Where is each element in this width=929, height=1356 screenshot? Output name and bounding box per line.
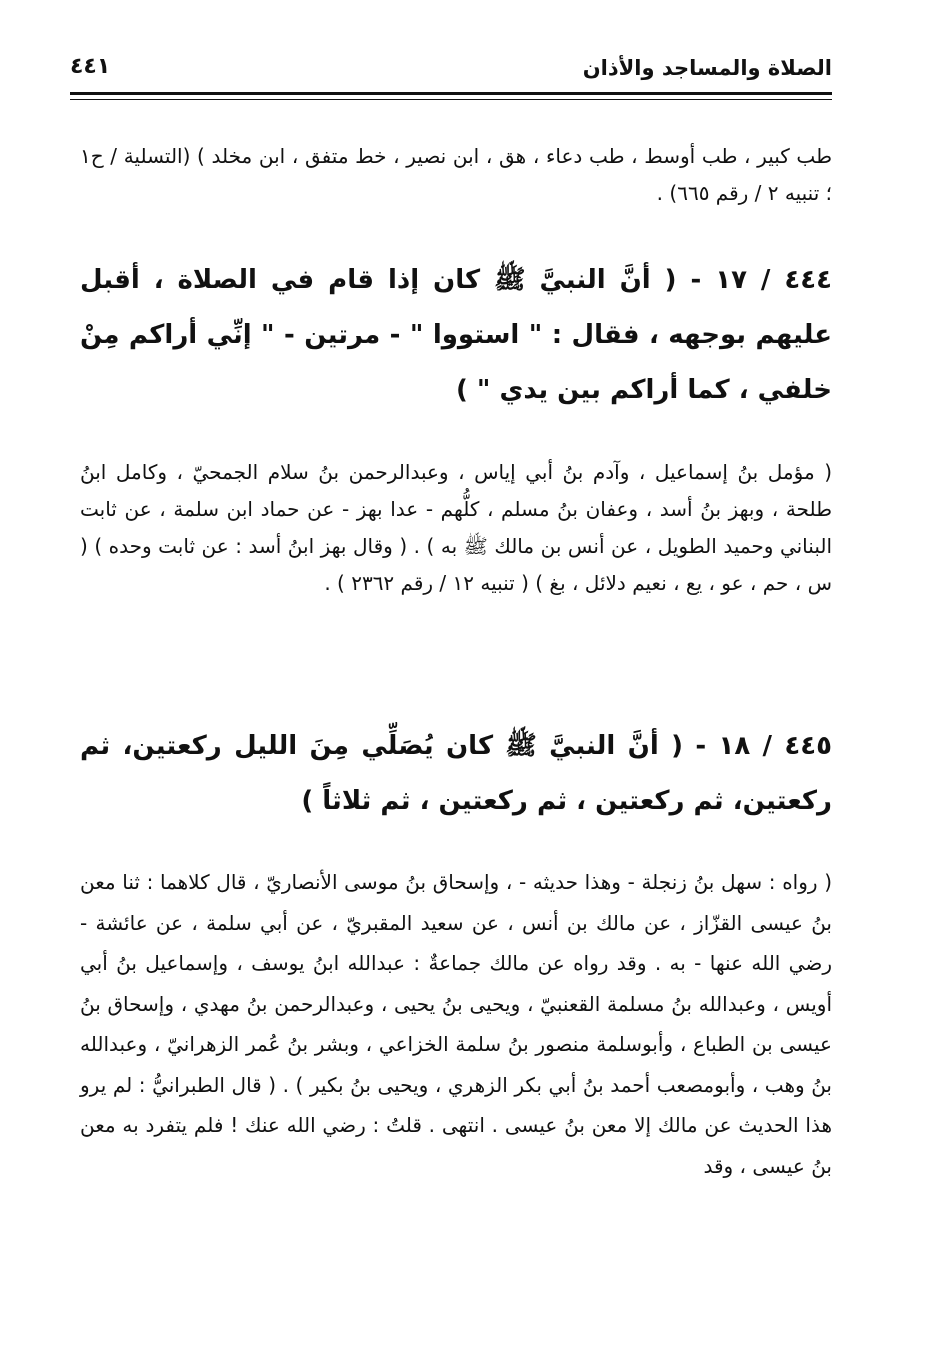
- page-header: [70, 52, 832, 88]
- takhrij-444: ( مؤمل بنُ إسماعيل ، وآدم بنُ أبي إياس ، وعبدالرحمن بنُ سلام الجمحيّ ، وكامل ابنُ طلحة ، وبهز بنُ أسد ، وعفان بنُ مسلم ، كلُّهم - عدا بهز - عن حماد ابن سلمة ، عن ثابت البناني وحميد الطويل ، عن أنس بن مالك ﷺ به ) . ( وقال بهز ابنُ أسد : عن ثابت وحده ) ( س ، حم ، عو ، يع ، نعيم دلائل ، بغ ) ( تنبيه ١٢ / رقم ٢٣٦٢ ) .: [80, 460, 832, 595]
- running-title: الصلاة والمساجد والأذان: [582, 56, 832, 80]
- page-number: ٤٤١: [70, 54, 111, 79]
- header-rule-thin: [70, 99, 832, 100]
- footnote-continuation: طب كبير ، طب أوسط ، طب دعاء ، هق ، ابن نصير ، خط متفق ، ابن مخلد ) (التسلية / ح١ ؛ تنبيه ٢ / رقم ٦٦٥) .: [80, 144, 832, 205]
- hadith-445: ٤٤٥ / ١٨ - ( أنَّ النبيَّ ﷺ كان يُصَلِّي مِنَ الليل ركعتين، ثم ركعتين، ثم ركعتين ، ثم ركعتين ، ثم ثلاثاً ): [80, 731, 832, 816]
- header-rule-thick: [70, 92, 832, 95]
- takhrij-445: ( رواه : سهل بنُ زنجلة - وهذا حديثه - ، وإسحاق بنُ موسى الأنصاريّ ، قال كلاهما : ثنا معن بنُ عيسى القزّاز ، عن مالك بن أنس ، عن سعيد المقبريّ ، عن أبي سلمة ، عن عائشة - رضي الله عنها - به . وقد رواه عن مالك جماعةٌ : عبدالله ابنُ يوسف ، وإسماعيل بنُ أبي أويس ، وعبدالله بنُ مسلمة القعنبيّ ، ويحيى بنُ يحيى ، وعبدالرحمن بنُ مهدي ، وإسحاق بنُ عيسى بن الطباع ، وأبوسلمة منصور بنُ سلمة الخزاعي ، وبشر بنُ عُمر الزهرانيّ ، وعبدالله بنُ وهب ، وأبومصعب أحمد بنُ أبي بكر الزهري ، ويحيى بنُ بكير ) . ( قال الطبرانيُّ : لم يرو هذا الحديث عن مالك إلا معن بنُ عيسى . انتهى . قلتُ : رضي الله عنك ! فلم يتفرد به معن بنُ عيسى ، وقد: [80, 870, 832, 1178]
- hadith-444: ٤٤٤ / ١٧ - ( أنَّ النبيَّ ﷺ كان إذا قام في الصلاة ، أقبل عليهم بوجهه ، فقال : " استووا " - مرتين - " إنِّي أراكم مِنْ خلفي ، كما أراكم بين يدي " ): [80, 265, 832, 405]
